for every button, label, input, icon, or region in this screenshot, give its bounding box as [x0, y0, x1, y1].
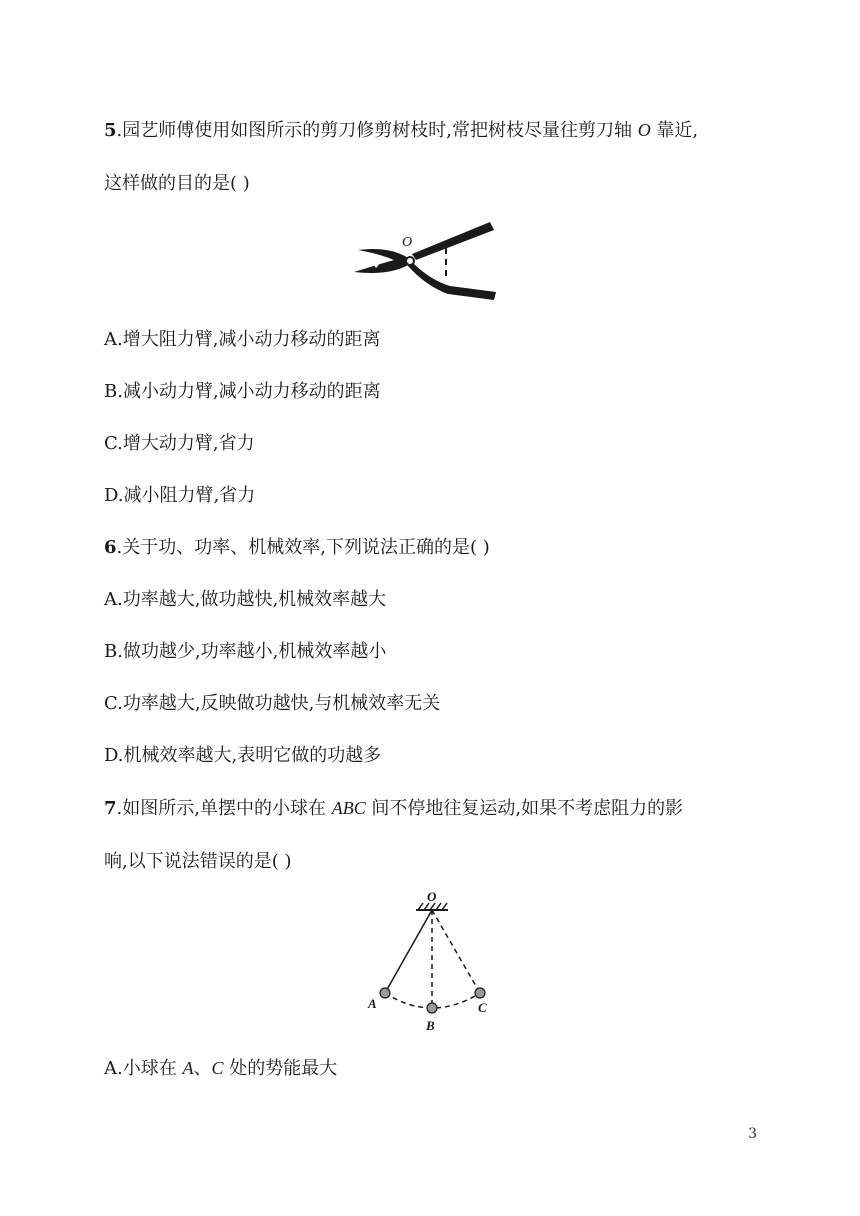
question-6-option-a: A.功率越大,做功越快,机械效率越大	[104, 589, 387, 610]
question-7-number: 7	[104, 798, 117, 819]
question-7-text-post: 间不停地往复运动,如果不考虑阻力的影	[365, 798, 684, 819]
pivot-label: O	[637, 120, 651, 140]
option-a-separator: 、	[193, 1058, 212, 1079]
option-a-label-a: A	[182, 1058, 194, 1078]
question-6-option-d: D.机械效率越大,表明它做的功越多	[104, 745, 382, 766]
question-6-option-c: C.功率越大,反映做功越快,与机械效率无关	[104, 693, 441, 714]
pendulum-figure	[360, 888, 510, 1038]
question-5-text: .园艺师傅使用如图所示的剪刀修剪树枝时,常把树枝尽量往剪刀轴	[116, 120, 638, 141]
question-5-text-end: 靠近,	[650, 120, 699, 141]
pendulum-label-o: O	[427, 889, 437, 904]
question-7-option-a-post: 处的势能最大	[223, 1058, 338, 1079]
question-7-text-pre: .如图所示,单摆中的小球在	[116, 798, 332, 819]
question-7-option-a	[104, 1056, 337, 1081]
scissors-figure	[350, 210, 500, 300]
question-5-option-b: B.减小动力臂,减小动力移动的距离	[104, 381, 381, 402]
question-7-line-1	[104, 796, 683, 821]
pendulum-label-a: A	[368, 996, 377, 1011]
question-5-option-d: D.减小阻力臂,省力	[104, 485, 256, 506]
option-a-label-c: C	[211, 1058, 224, 1078]
question-5-option-a: A.增大阻力臂,减小动力移动的距离	[104, 329, 381, 350]
pendulum-label-b: B	[426, 1018, 435, 1033]
scissors-pivot-label: O	[402, 235, 413, 250]
question-5-number: 5	[104, 120, 117, 141]
question-6-line-1	[104, 536, 490, 560]
question-7-option-a-pre: A.小球在	[104, 1058, 183, 1079]
question-6-text: .关于功、功率、机械效率,下列说法正确的是( )	[116, 537, 490, 558]
question-5-line-1	[104, 118, 698, 143]
question-5-option-c: C.增大动力臂,省力	[104, 433, 255, 454]
page-number: 3	[748, 1126, 757, 1142]
question-6-number: 6	[104, 537, 117, 558]
question-6-option-b: B.做功越少,功率越小,机械效率越小	[104, 641, 387, 662]
abc-label: ABC	[331, 798, 366, 818]
pendulum-label-c: C	[478, 1000, 487, 1015]
question-5-line-2: 这样做的目的是( )	[104, 173, 250, 194]
question-7-line-2: 响,以下说法错误的是( )	[104, 851, 292, 872]
